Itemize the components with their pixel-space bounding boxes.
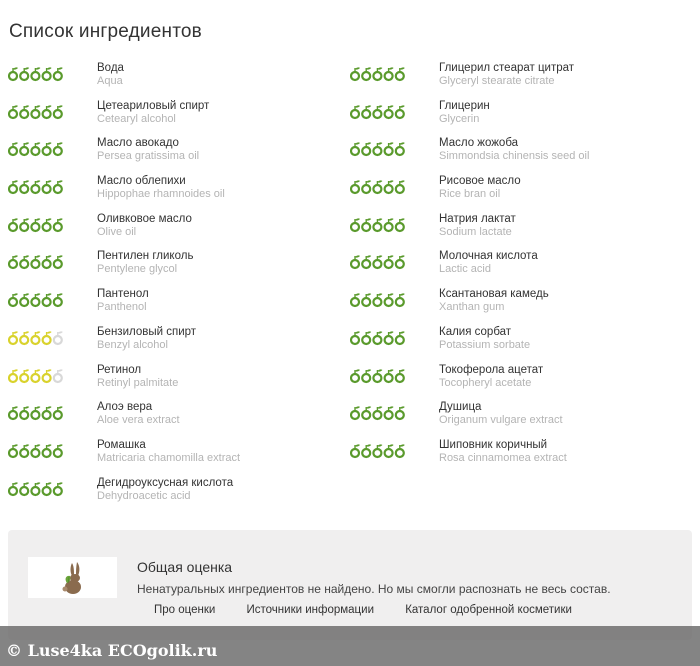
ingredient-names — [439, 401, 699, 427]
rating-leaves-icon — [350, 291, 410, 309]
rabbit-icon — [28, 557, 117, 598]
rating-leaves-icon — [350, 140, 410, 158]
ingredient-names — [439, 137, 699, 163]
ingredient-row[interactable] — [350, 439, 680, 477]
ingredient-name-ru[interactable]: Масло авокадо — [97, 137, 179, 150]
rating-leaves-icon — [8, 291, 68, 309]
ingredient-name-en: Origanum vulgare extract — [439, 414, 563, 427]
ingredient-name-ru[interactable]: Пентилен гликоль — [97, 250, 194, 263]
ingredient-name-ru[interactable]: Масло жожоба — [439, 137, 519, 150]
ingredient-row[interactable] — [350, 175, 680, 213]
ingredient-name-ru[interactable]: Ромашка — [97, 438, 146, 451]
ingredient-name-ru[interactable]: Глицерил стеарат цитрат — [439, 62, 575, 74]
summary-links — [154, 604, 600, 616]
ingredient-name-en: Lactic acid — [439, 263, 491, 276]
ingredient-name-ru[interactable]: Молочная кислота — [439, 250, 538, 263]
ingredient-names — [439, 439, 699, 465]
ingredient-names — [97, 100, 357, 126]
rating-leaves-icon — [8, 178, 68, 196]
ingredient-name-ru[interactable]: Душица — [439, 401, 482, 414]
ingredient-name-ru[interactable]: Пантенол — [97, 288, 149, 301]
ingredient-names — [439, 288, 699, 314]
rating-leaves-icon — [350, 253, 410, 271]
ingredient-name-ru[interactable]: Шиповник коричный — [439, 438, 548, 451]
ingredient-row[interactable] — [350, 288, 680, 326]
rating-leaves-icon — [8, 442, 68, 460]
ingredient-name-en: Benzyl alcohol — [97, 338, 168, 351]
ingredient-name-en: Rice bran oil — [439, 188, 501, 201]
rating-leaves-icon — [350, 103, 410, 121]
ingredient-names — [97, 288, 357, 314]
ingredient-name-ru[interactable]: Калия сорбат — [439, 325, 512, 338]
link-about-ratings[interactable]: Про оценки — [154, 604, 216, 616]
ingredient-name-en: Glyceryl stearate citrate — [439, 75, 555, 87]
rating-leaves-icon — [8, 216, 68, 234]
ingredient-row[interactable] — [350, 401, 680, 439]
ingredient-row[interactable] — [8, 288, 338, 326]
rating-leaves-icon — [350, 65, 410, 83]
ingredient-names — [97, 439, 357, 465]
ingredient-names — [97, 401, 357, 427]
ingredient-name-en: Dehydroacetic acid — [97, 489, 191, 502]
ingredient-name-ru[interactable]: Токоферола ацетат — [439, 363, 544, 376]
ingredients-column-left — [8, 62, 338, 514]
rating-leaves-icon — [350, 367, 410, 385]
ingredient-name-en: Retinyl palmitate — [97, 376, 179, 389]
ingredient-names — [439, 100, 699, 126]
ingredient-name-ru[interactable]: Рисовое масло — [439, 175, 521, 188]
ingredient-name-ru[interactable]: Бензиловый спирт — [97, 325, 197, 338]
ingredient-row[interactable] — [350, 326, 680, 364]
ingredient-row[interactable] — [8, 137, 338, 175]
ingredient-names — [97, 175, 357, 201]
ingredient-name-en: Simmondsia chinensis seed oil — [439, 150, 590, 163]
page-title: Список ингредиентов — [9, 21, 202, 42]
ingredient-row[interactable] — [8, 364, 338, 402]
ingredient-names — [97, 137, 357, 163]
ingredient-names — [97, 62, 357, 88]
link-info-sources[interactable]: Источники информации — [246, 604, 374, 616]
ingredient-row[interactable] — [8, 213, 338, 251]
rating-leaves-icon — [350, 404, 410, 422]
rating-leaves-icon — [350, 178, 410, 196]
ingredient-name-en: Tocopheryl acetate — [439, 376, 532, 389]
ingredient-names — [439, 62, 699, 88]
ingredient-name-ru[interactable]: Натрия лактат — [439, 212, 516, 225]
rabbit-logo — [28, 557, 117, 598]
link-approved-catalog[interactable]: Каталог одобренной косметики — [405, 604, 572, 616]
ingredient-row[interactable] — [8, 326, 338, 364]
rating-leaves-icon — [8, 404, 68, 422]
rating-leaves-icon — [8, 480, 68, 498]
ingredient-name-en: Matricaria chamomilla extract — [97, 451, 241, 464]
ingredient-name-en: Potassium sorbate — [439, 338, 531, 351]
ingredient-row[interactable] — [350, 250, 680, 288]
ingredient-row[interactable] — [350, 62, 680, 100]
ingredient-names — [97, 477, 357, 503]
ingredient-name-en: Hippophae rhamnoides oil — [97, 188, 225, 201]
ingredient-names — [97, 250, 357, 276]
rating-leaves-icon — [350, 216, 410, 234]
ingredient-names — [439, 364, 699, 390]
rating-leaves-icon — [8, 253, 68, 271]
ingredient-row[interactable] — [8, 401, 338, 439]
ingredient-name-ru[interactable]: Дегидроуксусная кислота — [97, 476, 234, 489]
ingredient-name-en: Sodium lactate — [439, 225, 512, 238]
ingredient-name-ru[interactable]: Ксантановая камедь — [439, 288, 549, 301]
ingredient-name-en: Aqua — [97, 75, 123, 87]
rating-leaves-icon — [8, 140, 68, 158]
ingredient-row[interactable] — [350, 100, 680, 138]
ingredient-name-en: Xanthan gum — [439, 301, 505, 314]
ingredient-name-ru[interactable]: Алоэ вера — [97, 401, 153, 414]
ingredient-row[interactable] — [8, 250, 338, 288]
ingredient-names — [439, 326, 699, 352]
rating-leaves-icon — [8, 65, 68, 83]
watermark-text: © Luse4ka ECOgolik.ru — [6, 641, 218, 660]
ingredient-names — [97, 213, 357, 239]
ingredient-name-en: Aloe vera extract — [97, 414, 180, 427]
summary-text: Ненатуральных ингредиентов не найдено. Но мы смогли распознать не весь состав. — [137, 582, 611, 596]
summary-title: Общая оценка — [137, 559, 233, 575]
watermark-bar — [0, 626, 700, 666]
ingredient-name-en: Glycerin — [439, 112, 480, 125]
ingredient-name-ru[interactable]: Масло облепихи — [97, 175, 186, 188]
ingredient-row[interactable] — [8, 439, 338, 477]
ingredient-name-ru[interactable]: Ретинол — [97, 363, 142, 376]
ingredient-name-ru[interactable]: Оливковое масло — [97, 212, 192, 225]
ingredient-name-ru[interactable]: Вода — [97, 62, 124, 74]
ingredient-name-ru[interactable]: Глицерин — [439, 99, 490, 112]
rating-leaves-icon — [8, 329, 68, 347]
ingredient-row[interactable] — [8, 100, 338, 138]
rating-leaves-icon — [350, 442, 410, 460]
ingredient-row[interactable] — [350, 213, 680, 251]
ingredient-names — [439, 213, 699, 239]
ingredient-name-ru[interactable]: Цетеариловый спирт — [97, 99, 210, 112]
ingredient-name-en: Cetearyl alcohol — [97, 112, 176, 125]
ingredient-name-en: Olive oil — [97, 225, 137, 238]
ingredient-row[interactable] — [8, 175, 338, 213]
ingredient-row[interactable] — [350, 364, 680, 402]
ingredient-row[interactable] — [8, 62, 338, 100]
rating-leaves-icon — [8, 367, 68, 385]
ingredient-names — [97, 364, 357, 390]
ingredient-row[interactable] — [350, 137, 680, 175]
overall-rating-panel — [8, 530, 692, 640]
ingredient-name-en: Persea gratissima oil — [97, 150, 200, 163]
ingredient-name-en: Panthenol — [97, 301, 147, 314]
ingredient-names — [97, 326, 357, 352]
ingredients-column-right — [350, 62, 680, 477]
rating-leaves-icon — [350, 329, 410, 347]
ingredient-name-en: Rosa cinnamomea extract — [439, 451, 567, 464]
ingredient-name-en: Pentylene glycol — [97, 263, 178, 276]
ingredient-row[interactable] — [8, 477, 338, 515]
rating-leaves-icon — [8, 103, 68, 121]
ingredient-names — [439, 175, 699, 201]
ingredient-names — [439, 250, 699, 276]
